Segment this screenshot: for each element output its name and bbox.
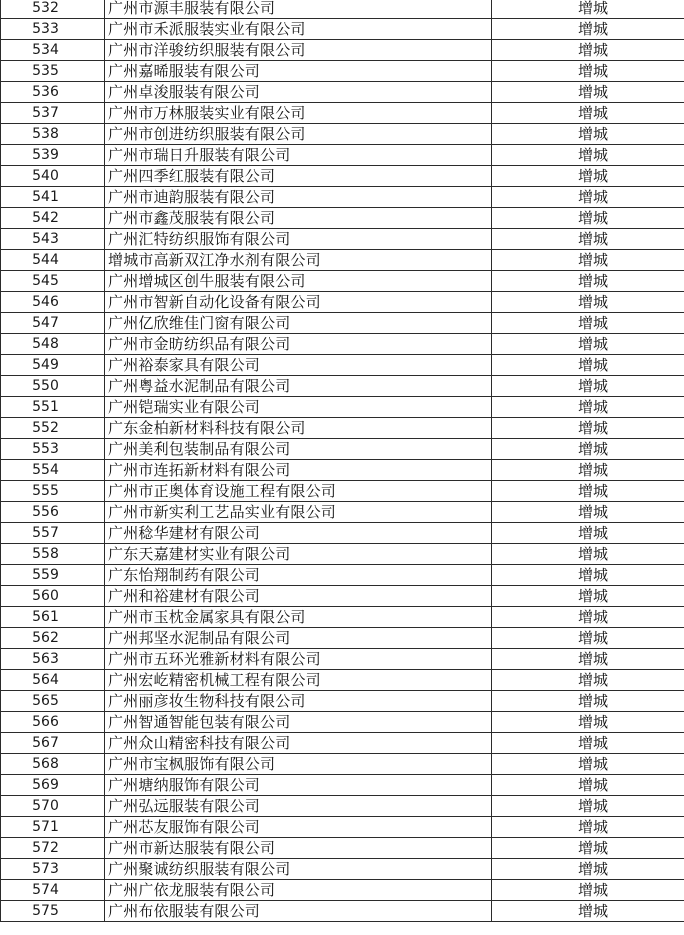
row-number-cell: 571 xyxy=(1,817,105,838)
row-number-cell: 532 xyxy=(1,0,105,19)
company-name-cell: 广州市新实利工艺品实业有限公司 xyxy=(105,502,492,523)
district-cell: 增城 xyxy=(492,292,684,313)
district-cell: 增城 xyxy=(492,208,684,229)
table-row xyxy=(1,187,684,208)
table-row xyxy=(1,859,684,880)
row-number-cell: 567 xyxy=(1,733,105,754)
company-name-cell: 广州市迪韵服装有限公司 xyxy=(105,187,492,208)
row-number-cell: 557 xyxy=(1,523,105,544)
district-cell: 增城 xyxy=(492,670,684,691)
district-cell: 增城 xyxy=(492,565,684,586)
district-cell: 增城 xyxy=(492,19,684,40)
district-cell: 增城 xyxy=(492,397,684,418)
company-name-cell: 广州布依服装有限公司 xyxy=(105,901,492,922)
table-row xyxy=(1,376,684,397)
company-name-cell: 广州市五环光雅新材料有限公司 xyxy=(105,649,492,670)
company-name-cell: 广东金柏新材料科技有限公司 xyxy=(105,418,492,439)
district-cell: 增城 xyxy=(492,481,684,502)
row-number-cell: 533 xyxy=(1,19,105,40)
district-cell: 增城 xyxy=(492,460,684,481)
row-number-cell: 555 xyxy=(1,481,105,502)
district-cell: 增城 xyxy=(492,40,684,61)
district-cell: 增城 xyxy=(492,544,684,565)
row-number-cell: 574 xyxy=(1,880,105,901)
company-name-cell: 广州美利包装制品有限公司 xyxy=(105,439,492,460)
company-name-cell: 广州广依龙服装有限公司 xyxy=(105,880,492,901)
table-row xyxy=(1,124,684,145)
company-name-cell: 广州丽彦妆生物科技有限公司 xyxy=(105,691,492,712)
company-name-cell: 广州市万林服装实业有限公司 xyxy=(105,103,492,124)
company-name-cell: 广州塘纳服饰有限公司 xyxy=(105,775,492,796)
company-name-cell: 广州市源丰服装有限公司 xyxy=(105,0,492,19)
company-name-cell: 广州裕泰家具有限公司 xyxy=(105,355,492,376)
table-row xyxy=(1,292,684,313)
table-row xyxy=(1,838,684,859)
district-cell: 增城 xyxy=(492,691,684,712)
district-cell: 增城 xyxy=(492,901,684,922)
row-number-cell: 538 xyxy=(1,124,105,145)
row-number-cell: 534 xyxy=(1,40,105,61)
company-name-cell: 广州众山精密科技有限公司 xyxy=(105,733,492,754)
company-name-cell: 广州粤益水泥制品有限公司 xyxy=(105,376,492,397)
row-number-cell: 549 xyxy=(1,355,105,376)
table-row xyxy=(1,628,684,649)
row-number-cell: 553 xyxy=(1,439,105,460)
row-number-cell: 573 xyxy=(1,859,105,880)
company-name-cell: 广州邦坚水泥制品有限公司 xyxy=(105,628,492,649)
district-cell: 增城 xyxy=(492,523,684,544)
row-number-cell: 561 xyxy=(1,607,105,628)
district-cell: 增城 xyxy=(492,166,684,187)
table-row xyxy=(1,817,684,838)
table-row xyxy=(1,502,684,523)
row-number-cell: 575 xyxy=(1,901,105,922)
table-row xyxy=(1,208,684,229)
district-cell: 增城 xyxy=(492,586,684,607)
row-number-cell: 556 xyxy=(1,502,105,523)
row-number-cell: 569 xyxy=(1,775,105,796)
row-number-cell: 568 xyxy=(1,754,105,775)
district-cell: 增城 xyxy=(492,355,684,376)
district-cell: 增城 xyxy=(492,712,684,733)
row-number-cell: 544 xyxy=(1,250,105,271)
company-name-cell: 广州宏屹精密机械工程有限公司 xyxy=(105,670,492,691)
table-row xyxy=(1,103,684,124)
company-name-cell: 广州亿欣维佳门窗有限公司 xyxy=(105,313,492,334)
table-row xyxy=(1,355,684,376)
row-number-cell: 564 xyxy=(1,670,105,691)
table-row xyxy=(1,439,684,460)
district-cell: 增城 xyxy=(492,754,684,775)
company-name-cell: 广东天嘉建材实业有限公司 xyxy=(105,544,492,565)
district-cell: 增城 xyxy=(492,880,684,901)
district-cell: 增城 xyxy=(492,124,684,145)
table-row xyxy=(1,40,684,61)
district-cell: 增城 xyxy=(492,250,684,271)
district-cell: 增城 xyxy=(492,775,684,796)
company-name-cell: 广州汇特纺织服饰有限公司 xyxy=(105,229,492,250)
row-number-cell: 548 xyxy=(1,334,105,355)
row-number-cell: 554 xyxy=(1,460,105,481)
company-name-cell: 广州市鑫茂服装有限公司 xyxy=(105,208,492,229)
district-cell: 增城 xyxy=(492,187,684,208)
company-name-cell: 广州市宝枫服饰有限公司 xyxy=(105,754,492,775)
table-row xyxy=(1,250,684,271)
company-name-cell: 广州铠瑞实业有限公司 xyxy=(105,397,492,418)
company-name-cell: 广州卓浚服装有限公司 xyxy=(105,82,492,103)
row-number-cell: 572 xyxy=(1,838,105,859)
company-name-cell: 广州市智新自动化设备有限公司 xyxy=(105,292,492,313)
table-row xyxy=(1,61,684,82)
company-name-cell: 广州市新达服装有限公司 xyxy=(105,838,492,859)
company-table-body xyxy=(1,0,684,922)
table-row xyxy=(1,271,684,292)
table-row xyxy=(1,754,684,775)
company-name-cell: 广州市玉枕金属家具有限公司 xyxy=(105,607,492,628)
district-cell: 增城 xyxy=(492,229,684,250)
district-cell: 增城 xyxy=(492,817,684,838)
table-row xyxy=(1,649,684,670)
district-cell: 增城 xyxy=(492,334,684,355)
row-number-cell: 559 xyxy=(1,565,105,586)
table-row xyxy=(1,880,684,901)
table-row xyxy=(1,145,684,166)
row-number-cell: 565 xyxy=(1,691,105,712)
company-name-cell: 广州市正奥体育设施工程有限公司 xyxy=(105,481,492,502)
table-row xyxy=(1,712,684,733)
company-name-cell: 广州市金昉纺织品有限公司 xyxy=(105,334,492,355)
district-cell: 增城 xyxy=(492,628,684,649)
table-row xyxy=(1,691,684,712)
table-row xyxy=(1,901,684,922)
district-cell: 增城 xyxy=(492,313,684,334)
company-name-cell: 广州市洋骏纺织服装有限公司 xyxy=(105,40,492,61)
district-cell: 增城 xyxy=(492,376,684,397)
company-name-cell: 广州芯友服饰有限公司 xyxy=(105,817,492,838)
company-name-cell: 广州弘远服装有限公司 xyxy=(105,796,492,817)
table-row xyxy=(1,82,684,103)
table-row xyxy=(1,775,684,796)
district-cell: 增城 xyxy=(492,61,684,82)
district-cell: 增城 xyxy=(492,649,684,670)
row-number-cell: 560 xyxy=(1,586,105,607)
company-name-cell: 广州市连拓新材料有限公司 xyxy=(105,460,492,481)
row-number-cell: 566 xyxy=(1,712,105,733)
row-number-cell: 570 xyxy=(1,796,105,817)
table-row xyxy=(1,523,684,544)
row-number-cell: 536 xyxy=(1,82,105,103)
company-name-cell: 增城市高新双江净水剂有限公司 xyxy=(105,250,492,271)
table-row xyxy=(1,166,684,187)
table-row xyxy=(1,229,684,250)
row-number-cell: 546 xyxy=(1,292,105,313)
district-cell: 增城 xyxy=(492,439,684,460)
company-name-cell: 广州智通智能包装有限公司 xyxy=(105,712,492,733)
row-number-cell: 539 xyxy=(1,145,105,166)
row-number-cell: 540 xyxy=(1,166,105,187)
district-cell: 增城 xyxy=(492,838,684,859)
table-row xyxy=(1,19,684,40)
row-number-cell: 547 xyxy=(1,313,105,334)
table-row xyxy=(1,397,684,418)
table-row xyxy=(1,481,684,502)
row-number-cell: 537 xyxy=(1,103,105,124)
district-cell: 增城 xyxy=(492,796,684,817)
row-number-cell: 551 xyxy=(1,397,105,418)
company-name-cell: 广州市创进纺织服装有限公司 xyxy=(105,124,492,145)
district-cell: 增城 xyxy=(492,733,684,754)
row-number-cell: 543 xyxy=(1,229,105,250)
row-number-cell: 542 xyxy=(1,208,105,229)
table-row xyxy=(1,607,684,628)
row-number-cell: 552 xyxy=(1,418,105,439)
row-number-cell: 562 xyxy=(1,628,105,649)
table-row xyxy=(1,544,684,565)
table-row xyxy=(1,418,684,439)
table-row xyxy=(1,586,684,607)
table-row xyxy=(1,733,684,754)
company-name-cell: 广州增城区创牛服装有限公司 xyxy=(105,271,492,292)
district-cell: 增城 xyxy=(492,82,684,103)
table-row xyxy=(1,565,684,586)
district-cell: 增城 xyxy=(492,145,684,166)
company-name-cell: 广州聚诚纺织服装有限公司 xyxy=(105,859,492,880)
district-cell: 增城 xyxy=(492,607,684,628)
company-name-cell: 广州和裕建材有限公司 xyxy=(105,586,492,607)
table-row xyxy=(1,460,684,481)
table-row xyxy=(1,0,684,19)
table-row xyxy=(1,796,684,817)
table-row xyxy=(1,670,684,691)
company-name-cell: 广州稔华建材有限公司 xyxy=(105,523,492,544)
district-cell: 增城 xyxy=(492,103,684,124)
district-cell: 增城 xyxy=(492,502,684,523)
row-number-cell: 535 xyxy=(1,61,105,82)
table-row xyxy=(1,334,684,355)
district-cell: 增城 xyxy=(492,0,684,19)
company-name-cell: 广州市禾派服装实业有限公司 xyxy=(105,19,492,40)
company-name-cell: 广州四季红服装有限公司 xyxy=(105,166,492,187)
company-name-cell: 广东怡翔制药有限公司 xyxy=(105,565,492,586)
row-number-cell: 545 xyxy=(1,271,105,292)
row-number-cell: 558 xyxy=(1,544,105,565)
table-row xyxy=(1,313,684,334)
district-cell: 增城 xyxy=(492,859,684,880)
row-number-cell: 563 xyxy=(1,649,105,670)
district-cell: 增城 xyxy=(492,418,684,439)
district-cell: 增城 xyxy=(492,271,684,292)
company-name-cell: 广州嘉晞服装有限公司 xyxy=(105,61,492,82)
row-number-cell: 550 xyxy=(1,376,105,397)
row-number-cell: 541 xyxy=(1,187,105,208)
company-name-cell: 广州市瑞日升服装有限公司 xyxy=(105,145,492,166)
